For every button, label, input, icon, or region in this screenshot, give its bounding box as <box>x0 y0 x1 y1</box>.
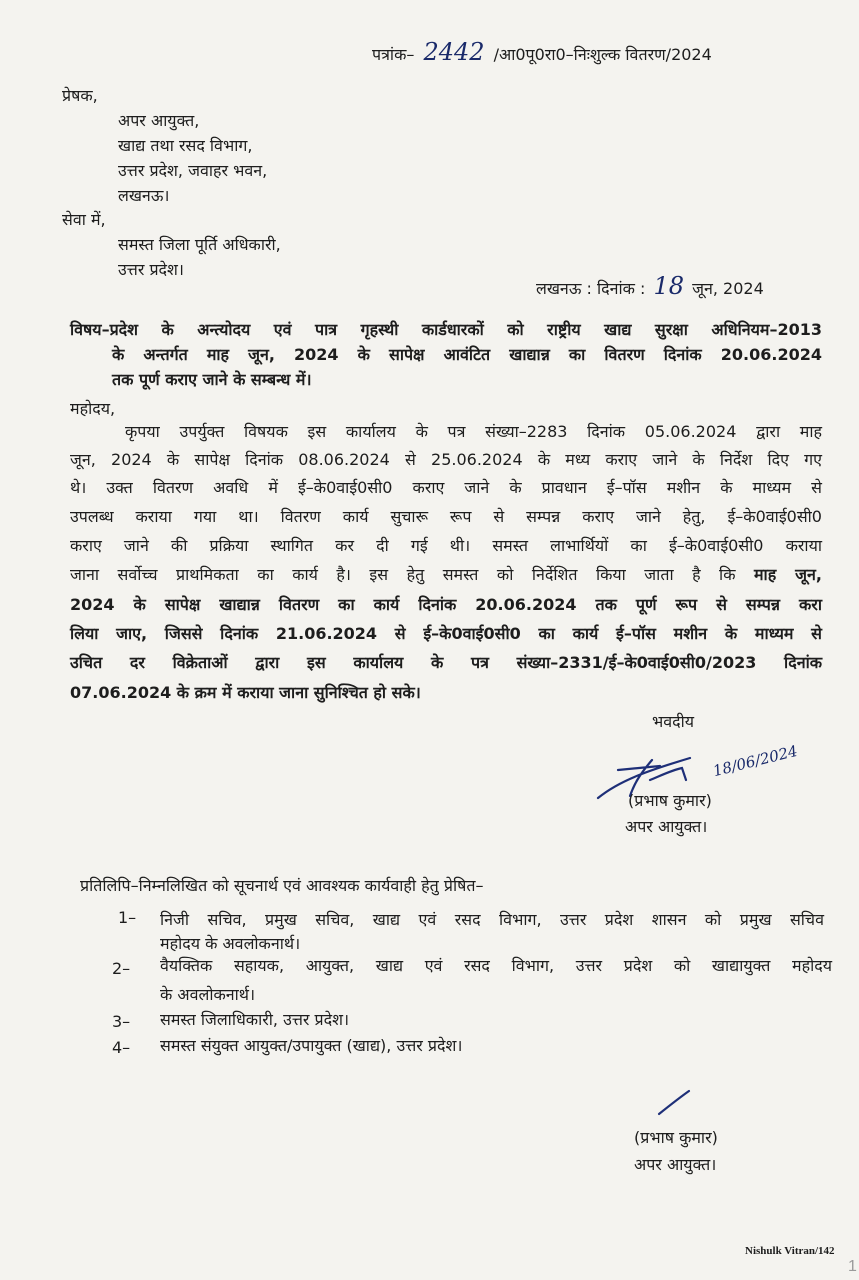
sender-line: अपर आयुक्त, <box>118 111 200 130</box>
date-line <box>536 272 764 300</box>
body-line: थे। उक्त वितरण अवधि में ई–के0वाई0सी0 कराए जाने के प्रावधान ई–पॉस मशीन के माध्यम से <box>70 478 822 497</box>
copy-item-line: निजी सचिव, प्रमुख सचिव, खाद्य एवं रसद विभाग, उत्तर प्रदेश शासन को प्रमुख सचिव <box>160 910 824 929</box>
body-line6-normal: जाना सर्वोच्च प्राथमिकता का कार्य है। इस हेतु समस्त को निर्देशित किया जाता है कि <box>70 565 736 584</box>
ref-prefix: पत्रांक– <box>372 45 415 64</box>
body-line-bold: 07.06.2024 के क्रम में कराया जाना सुनिश्चित हो सके। <box>70 683 421 702</box>
signature-date: 18/06/2024 <box>711 741 800 781</box>
copy-item-line: महोदय के अवलोकनार्थ। <box>160 934 301 953</box>
subject-line: तक पूर्ण कराए जाने के सम्बन्ध में। <box>112 370 312 389</box>
date-suffix: जून, 2024 <box>692 279 764 298</box>
sender-label: प्रेषक, <box>62 86 98 105</box>
body-line-with-bold <box>70 563 822 585</box>
footer-file-ref: Nishulk Vitran/142 <box>745 1245 835 1257</box>
body-line: कराए जाने की प्रक्रिया स्थागित कर दी गई थी। समस्त लाभार्थियों का ई–के0वाई0सी0 कराया <box>70 536 822 555</box>
body-line6-bold: माह जून, <box>753 565 822 584</box>
ref-suffix: /आ0पू0रा0–निःशुल्क वितरण/2024 <box>493 45 712 64</box>
copy-item-number: 4– <box>112 1038 131 1057</box>
body-line-bold: लिया जाए, जिससे दिनांक 21.06.2024 से ई–के0वाई0सी0 का कार्य ई–पॉस मशीन के माध्यम से <box>70 624 822 643</box>
sender-line: खाद्य तथा रसद विभाग, <box>118 136 253 155</box>
recipient-line: उत्तर प्रदेश। <box>118 260 184 279</box>
signatory2-name: (प्रभाष कुमार) <box>634 1128 718 1147</box>
copy-item-line: समस्त संयुक्त आयुक्त/उपायुक्त (खाद्य), उत्तर प्रदेश। <box>160 1036 463 1055</box>
sender-line: उत्तर प्रदेश, जवाहर भवन, <box>118 161 268 180</box>
subject-line: विषय–प्रदेश के अन्त्योदय एवं पात्र गृहस्थी कार्डधारकों को राष्ट्रीय खाद्य सुरक्षा अधिनियम–2013 <box>70 320 822 339</box>
body-line: जून, 2024 के सापेक्ष दिनांक 08.06.2024 से 25.06.2024 के मध्य कराए जाने के निर्देश दिए गए <box>70 450 822 469</box>
copy-item-number: 2– <box>112 959 131 978</box>
copy-item-line: वैयक्तिक सहायक, आयुक्त, खाद्य एवं रसद विभाग, उत्तर प्रदेश को खाद्यायुक्त महोदय <box>160 956 832 975</box>
body-line-bold: उचित दर विक्रेताओं द्वारा इस कार्यालय के पत्र संख्या–2331/ई–के0वाई0सी0/2023 दिनांक <box>70 653 822 672</box>
page-number: 1 <box>848 1258 857 1275</box>
salutation: महोदय, <box>70 399 116 418</box>
body-line: कृपया उपर्युक्त विषयक इस कार्यालय के पत्र संख्या–2283 दिनांक 05.06.2024 द्वारा माह <box>125 422 822 441</box>
initial-mark <box>655 1088 695 1118</box>
recipient-line: समस्त जिला पूर्ति अधिकारी, <box>118 235 281 254</box>
signatory2-designation: अपर आयुक्त। <box>634 1155 717 1174</box>
body-line-bold: 2024 के सापेक्ष खाद्यान्न वितरण का कार्य दिनांक 20.06.2024 तक पूर्ण रूप से सम्पन्न करा <box>70 595 822 614</box>
subject-line: के अन्तर्गत माह जून, 2024 के सापेक्ष आवंटित खाद्यान्न का वितरण दिनांक 20.06.2024 <box>112 345 822 364</box>
signatory-name: (प्रभाष कुमार) <box>628 791 712 810</box>
copy-item-line: समस्त जिलाधिकारी, उत्तर प्रदेश। <box>160 1010 350 1029</box>
copy-item-number: 1– <box>118 908 137 927</box>
signatory-designation: अपर आयुक्त। <box>625 817 708 836</box>
recipient-label: सेवा में, <box>62 210 106 229</box>
copy-item-number: 3– <box>112 1012 131 1031</box>
closing: भवदीय <box>652 712 695 731</box>
ref-handwritten-number: 2442 <box>423 38 485 66</box>
date-handwritten-day: 18 <box>653 272 685 300</box>
copy-heading: प्रतिलिपि–निम्नलिखित को सूचनार्थ एवं आवश्यक कार्यवाही हेतु प्रेषित– <box>80 876 484 895</box>
body-line: उपलब्ध कराया गया था। वितरण कार्य सुचारू रूप से सम्पन्न कराए जाने हेतु, ई–के0वाई0सी0 <box>70 507 822 526</box>
reference-number-line <box>372 38 712 66</box>
date-prefix: लखनऊ : दिनांक : <box>536 279 646 298</box>
sender-line: लखनऊ। <box>118 186 170 205</box>
copy-item-line: के अवलोकनार्थ। <box>160 985 256 1004</box>
